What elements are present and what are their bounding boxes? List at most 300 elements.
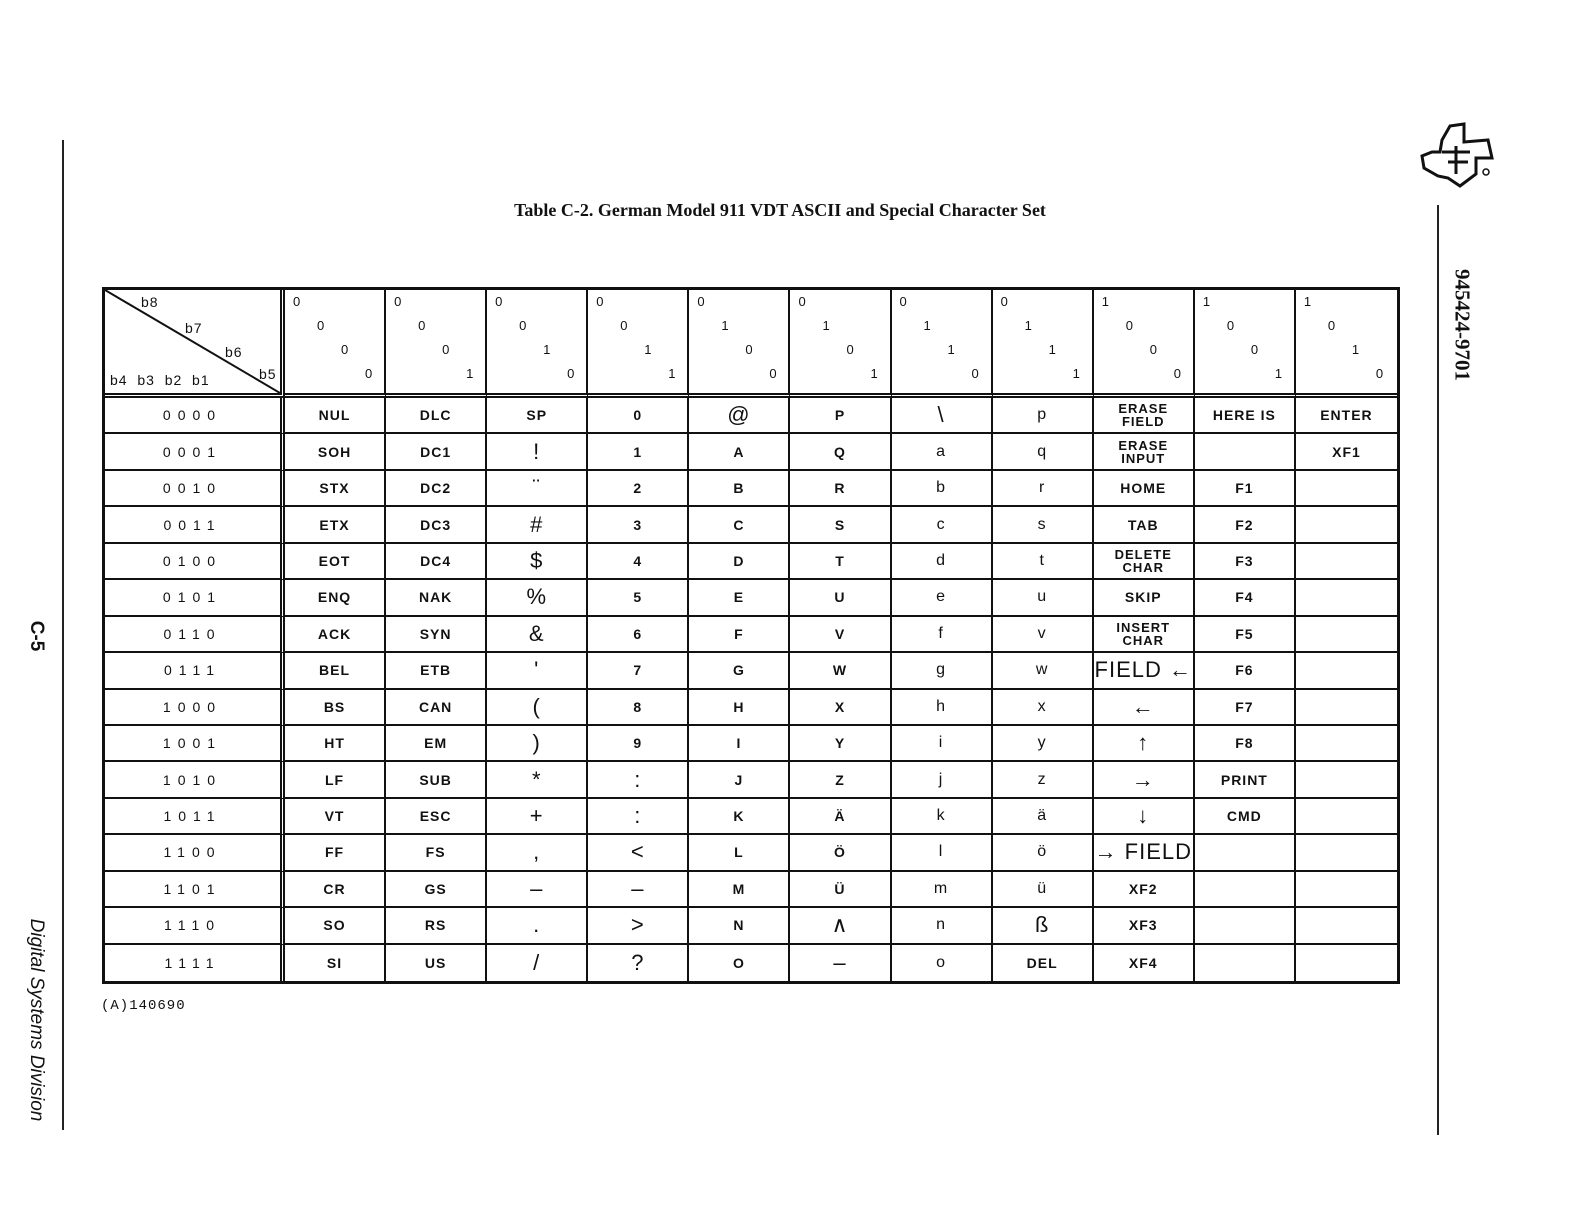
char-cell-text: a: [936, 442, 947, 460]
char-cell: [790, 835, 891, 871]
char-cell-text: Ä: [834, 808, 846, 825]
column-bit-b8: 1: [1202, 294, 1212, 309]
char-cell-text: $: [530, 547, 544, 573]
char-cell: [993, 617, 1094, 653]
column-bit-b7: 1: [923, 318, 932, 333]
column-bit-b5: 1: [1072, 366, 1081, 381]
char-cell-text: ¨: [532, 475, 541, 501]
char-cell-text: DC1: [420, 443, 452, 460]
char-cell: [1094, 908, 1195, 944]
char-cell-text: 7: [633, 662, 643, 679]
column-bit-b5: 0: [365, 366, 374, 381]
char-cell: [285, 690, 386, 726]
row-bits: 0000: [105, 398, 285, 434]
char-cell-text: &: [528, 620, 545, 646]
column-header: [386, 290, 487, 398]
char-cell: [285, 762, 386, 798]
column-bit-b7: 0: [418, 318, 427, 333]
char-cell: [1195, 799, 1296, 835]
char-cell-text: ,: [533, 839, 541, 865]
char-cell: [487, 762, 588, 798]
ti-map-logo-icon: [1418, 122, 1498, 190]
char-cell-text: ): [532, 730, 541, 756]
char-cell-text: w: [1035, 661, 1049, 679]
char-cell: [487, 690, 588, 726]
char-cell: [588, 471, 689, 507]
column-bit-b7: 1: [1024, 318, 1033, 333]
column-bit-b5: 1: [870, 366, 879, 381]
char-cell-text: +: [529, 803, 544, 829]
char-cell: [1296, 799, 1397, 835]
char-cell-text: DEL: [1026, 954, 1058, 971]
char-cell-text: Q: [834, 443, 846, 460]
char-cell: [487, 835, 588, 871]
char-cell: [1296, 726, 1397, 762]
char-cell: [487, 945, 588, 981]
char-cell-text: ACK: [317, 625, 352, 642]
char-cell: [386, 617, 487, 653]
char-cell-text: j: [938, 770, 944, 788]
char-cell-text: C: [733, 516, 745, 533]
char-cell-text: H: [733, 698, 745, 715]
column-header: [1094, 290, 1195, 398]
char-cell: [689, 762, 790, 798]
char-cell-text: @: [727, 402, 751, 428]
char-cell: [790, 762, 891, 798]
column-header: [1296, 290, 1397, 398]
char-cell-text: t: [1039, 551, 1045, 569]
char-cell: [588, 690, 689, 726]
char-cell-text: W: [832, 662, 848, 679]
char-cell-text: F2: [1235, 516, 1254, 533]
char-cell-text: GS: [424, 880, 447, 897]
corner-label-b8: b8: [141, 294, 159, 310]
char-cell: [285, 835, 386, 871]
char-cell: [588, 580, 689, 616]
char-cell: [689, 799, 790, 835]
char-cell-text: 6: [633, 625, 643, 642]
char-cell: [588, 945, 689, 981]
char-cell: [1296, 690, 1397, 726]
column-bit-b6: 0: [341, 342, 350, 357]
char-cell-text: ö: [1037, 843, 1048, 861]
column-bit-b8: 0: [293, 294, 302, 309]
char-cell-text: SOH: [317, 443, 352, 460]
char-cell: [1195, 835, 1296, 871]
char-cell: [1296, 945, 1397, 981]
char-cell: [1195, 872, 1296, 908]
column-header: [285, 290, 386, 398]
character-set-table: [102, 287, 1400, 984]
char-cell-text: d: [936, 551, 947, 569]
char-cell: [892, 398, 993, 434]
column-bit-b6: 1: [644, 342, 653, 357]
char-cell: [1296, 653, 1397, 689]
char-cell-text: ENTER: [1320, 407, 1373, 424]
char-cell-text: ↓: [1137, 803, 1150, 829]
char-cell: [1094, 945, 1195, 981]
char-cell-text: .: [533, 912, 541, 938]
char-cell-text: SP: [526, 407, 548, 424]
char-cell: [790, 434, 891, 470]
char-cell-text: → FIELD: [1094, 839, 1192, 865]
char-cell: [1296, 434, 1397, 470]
char-cell: [790, 507, 891, 543]
row-bits: 0010: [105, 471, 285, 507]
char-cell-text: z: [1037, 770, 1047, 788]
char-cell: [1296, 507, 1397, 543]
row-bits: 1110: [105, 908, 285, 944]
char-cell: [285, 471, 386, 507]
char-cell: [588, 507, 689, 543]
char-cell: [689, 471, 790, 507]
char-cell-text: XF3: [1128, 917, 1158, 934]
char-cell: [689, 544, 790, 580]
char-cell-text: 3: [633, 516, 643, 533]
char-cell: [892, 507, 993, 543]
char-cell: [487, 544, 588, 580]
corner-label-b5: b5: [259, 366, 277, 382]
char-cell-text: TAB: [1127, 516, 1159, 533]
char-cell-text: ä: [1037, 807, 1048, 825]
char-cell: [993, 434, 1094, 470]
char-cell: [1094, 398, 1195, 434]
char-cell: [386, 690, 487, 726]
row-bits: 0001: [105, 434, 285, 470]
char-cell-text: s: [1037, 515, 1047, 533]
column-bit-b6: 0: [745, 342, 754, 357]
column-bit-b5: 1: [668, 366, 677, 381]
row-bits: 1000: [105, 690, 285, 726]
char-cell: [1195, 617, 1296, 653]
char-cell: [487, 580, 588, 616]
char-cell-text: SKIP: [1124, 589, 1162, 606]
column-bit-b7: 1: [822, 318, 831, 333]
char-cell: [892, 799, 993, 835]
char-cell-text: x: [1037, 697, 1047, 715]
column-bit-b5: 0: [567, 366, 576, 381]
char-cell-text: DELETE CHAR: [1114, 546, 1172, 575]
char-cell-text: DC2: [420, 480, 452, 497]
char-cell-text: ?: [631, 949, 645, 975]
char-cell: [487, 653, 588, 689]
char-cell-text: o: [936, 953, 947, 971]
table-title: Table C-2. German Model 911 VDT ASCII and Special Character Set: [514, 200, 1046, 220]
row-bits: 1010: [105, 762, 285, 798]
char-cell-text: :: [634, 766, 642, 792]
char-cell-text: h: [936, 697, 947, 715]
char-cell: [386, 945, 487, 981]
char-cell: [892, 471, 993, 507]
column-bit-b8: 0: [697, 294, 706, 309]
char-cell-text: EOT: [318, 552, 351, 569]
char-cell: [993, 799, 1094, 835]
char-cell: [285, 507, 386, 543]
row-bits: 0110: [105, 617, 285, 653]
char-cell: [1094, 872, 1195, 908]
char-cell: [1296, 398, 1397, 434]
row-bits: 1100: [105, 835, 285, 871]
char-cell: [1195, 398, 1296, 434]
char-cell: [993, 762, 1094, 798]
char-cell: [1094, 580, 1195, 616]
char-cell-text: NUL: [318, 407, 351, 424]
char-cell: [689, 398, 790, 434]
char-cell-text: B: [733, 480, 745, 497]
char-cell-text: BS: [323, 698, 346, 715]
char-cell-text: c: [936, 515, 946, 533]
char-cell-text: PRINT: [1220, 771, 1268, 788]
char-cell-text: DLC: [419, 407, 452, 424]
char-cell: [993, 653, 1094, 689]
char-cell-text: RS: [424, 917, 447, 934]
char-cell-text: #: [530, 511, 544, 537]
char-cell-text: G: [732, 662, 745, 679]
char-cell-text: ←: [1131, 693, 1155, 719]
char-cell: [487, 908, 588, 944]
char-cell: [588, 544, 689, 580]
char-cell-text: m: [933, 879, 949, 897]
char-cell-text: ETX: [319, 516, 350, 533]
char-cell: [993, 908, 1094, 944]
column-bit-b6: 1: [543, 342, 552, 357]
char-cell: [285, 872, 386, 908]
char-cell-text: ': [534, 657, 540, 683]
column-bit-b8: 0: [596, 294, 605, 309]
char-cell-text: SI: [326, 954, 343, 971]
char-cell: [993, 544, 1094, 580]
char-cell: [1195, 434, 1296, 470]
row-bits: 1101: [105, 872, 285, 908]
char-cell: [689, 945, 790, 981]
column-bit-b8: 0: [394, 294, 403, 309]
char-cell: [1296, 908, 1397, 944]
char-cell-text: HT: [324, 735, 345, 752]
char-cell-text: NAK: [418, 589, 453, 606]
char-cell-text: g: [936, 661, 947, 679]
char-cell-text: i: [938, 734, 944, 752]
char-cell-text: CR: [323, 880, 346, 897]
column-header: [790, 290, 891, 398]
char-cell-text: e: [936, 588, 947, 606]
char-cell-text: –: [833, 949, 847, 975]
column-bit-b6: 1: [947, 342, 956, 357]
char-cell: [892, 653, 993, 689]
char-cell: [689, 653, 790, 689]
column-bit-b7: 0: [519, 318, 528, 333]
char-cell: [790, 580, 891, 616]
char-cell: [588, 726, 689, 762]
char-cell-text: XF2: [1128, 880, 1158, 897]
char-cell-text: F8: [1235, 735, 1254, 752]
column-bit-b8: 0: [798, 294, 807, 309]
char-cell-text: F3: [1235, 552, 1254, 569]
column-bit-b7: 1: [721, 318, 730, 333]
column-bit-b6: 0: [846, 342, 855, 357]
char-cell-text: P: [834, 407, 846, 424]
char-cell-text: 9: [633, 735, 643, 752]
char-cell: [386, 471, 487, 507]
char-cell-text: ERASE FIELD: [1118, 401, 1169, 430]
char-cell: [1094, 471, 1195, 507]
char-cell: [1195, 544, 1296, 580]
char-cell: [487, 617, 588, 653]
char-cell-text: J: [734, 771, 744, 788]
char-cell-text: ß: [1034, 912, 1050, 938]
column-bit-b7: 0: [317, 318, 326, 333]
char-cell: [790, 726, 891, 762]
char-cell-text: 1: [633, 443, 643, 460]
char-cell: [588, 762, 689, 798]
char-cell: [1296, 762, 1397, 798]
char-cell-text: n: [936, 916, 947, 934]
char-cell-text: ESC: [419, 808, 452, 825]
char-cell-text: R: [834, 480, 846, 497]
char-cell: [689, 580, 790, 616]
char-cell-text: FIELD ←: [1094, 657, 1192, 683]
left-margin-rule: [62, 140, 64, 1130]
char-cell-text: F7: [1235, 698, 1254, 715]
char-cell-text: LF: [324, 771, 345, 788]
char-cell: [1094, 690, 1195, 726]
char-cell-text: Z: [835, 771, 845, 788]
char-cell: [588, 434, 689, 470]
char-cell-text: 5: [633, 589, 643, 606]
division-name: Digital Systems Division: [26, 918, 47, 1122]
column-bit-b7: 0: [1226, 318, 1236, 333]
char-cell: [285, 544, 386, 580]
char-cell: [892, 580, 993, 616]
char-cell: [386, 580, 487, 616]
char-cell-text: X: [834, 698, 846, 715]
char-cell: [892, 617, 993, 653]
column-bit-b8: 1: [1101, 294, 1110, 309]
page-number: C-5: [26, 620, 47, 652]
char-cell-text: DC4: [420, 552, 452, 569]
char-cell: [285, 653, 386, 689]
char-cell: [790, 544, 891, 580]
char-cell-text: D: [733, 552, 745, 569]
char-cell: [1296, 544, 1397, 580]
char-cell: [487, 507, 588, 543]
char-cell-text: A: [733, 443, 745, 460]
char-cell: [1094, 799, 1195, 835]
row-bits: 0011: [105, 507, 285, 543]
column-header: [588, 290, 689, 398]
char-cell: [892, 835, 993, 871]
column-bit-b5: 1: [1274, 366, 1284, 381]
column-header: [487, 290, 588, 398]
char-cell: [689, 434, 790, 470]
char-cell-text: N: [733, 917, 745, 934]
char-cell-text: F1: [1235, 480, 1254, 497]
char-cell-text: q: [1037, 442, 1048, 460]
column-bit-b7: 0: [1125, 318, 1134, 333]
char-cell-text: INSERT CHAR: [1116, 619, 1171, 648]
row-bits: 1111: [105, 945, 285, 981]
char-cell-text: k: [936, 807, 946, 825]
char-cell: [1296, 872, 1397, 908]
char-cell-text: F5: [1235, 625, 1254, 642]
char-cell: [790, 945, 891, 981]
char-cell-text: O: [732, 954, 745, 971]
column-bit-b8: 0: [495, 294, 504, 309]
right-margin-rule: [1437, 205, 1439, 1135]
row-bits: 0101: [105, 580, 285, 616]
char-cell: [386, 799, 487, 835]
char-cell: [993, 835, 1094, 871]
row-bits: 1001: [105, 726, 285, 762]
char-cell: [993, 945, 1094, 981]
column-bit-b8: 0: [899, 294, 908, 309]
char-cell: [1296, 580, 1397, 616]
char-cell-text: F: [734, 625, 744, 642]
char-cell: [1094, 653, 1195, 689]
char-cell: [1195, 762, 1296, 798]
char-cell-text: *: [531, 766, 542, 792]
char-cell-text: Y: [834, 735, 846, 752]
char-cell: [1094, 726, 1195, 762]
figure-id: (A)140690: [101, 998, 186, 1014]
corner-label-b7: b7: [185, 320, 203, 336]
char-cell-text: V: [834, 625, 846, 642]
char-cell: [689, 872, 790, 908]
char-cell: [790, 908, 891, 944]
char-cell-text: (: [532, 693, 541, 719]
column-header: [689, 290, 790, 398]
char-cell: [1296, 617, 1397, 653]
char-cell: [1195, 726, 1296, 762]
char-cell: [386, 872, 487, 908]
char-cell: [689, 726, 790, 762]
char-cell: [892, 945, 993, 981]
char-cell-text: DC3: [420, 516, 452, 533]
char-cell-text: 0: [633, 407, 643, 424]
row-bits: 0111: [105, 653, 285, 689]
char-cell: [386, 835, 487, 871]
char-cell: [892, 762, 993, 798]
char-cell-text: /: [533, 949, 541, 975]
char-cell-text: T: [835, 552, 845, 569]
char-cell-text: HERE IS: [1212, 407, 1276, 424]
column-bit-b5: 0: [769, 366, 778, 381]
corner-label-b6: b6: [225, 344, 243, 360]
document-number: 945424-9701: [1450, 269, 1475, 381]
char-cell: [1094, 617, 1195, 653]
char-cell: [386, 434, 487, 470]
char-cell: [790, 690, 891, 726]
char-cell: [1195, 690, 1296, 726]
char-cell-text: ↑: [1137, 730, 1150, 756]
char-cell-text: M: [732, 880, 746, 897]
char-cell: [689, 507, 790, 543]
char-cell: [1094, 507, 1195, 543]
char-cell: [1094, 835, 1195, 871]
char-cell: [285, 580, 386, 616]
column-header: [1195, 290, 1296, 398]
char-cell: [487, 434, 588, 470]
char-cell: [790, 872, 891, 908]
char-cell-text: p: [1037, 406, 1048, 424]
char-cell-text: !: [533, 438, 541, 464]
char-cell-text: K: [733, 808, 745, 825]
char-cell-text: 8: [633, 698, 643, 715]
char-cell: [1195, 471, 1296, 507]
char-cell: [285, 726, 386, 762]
char-cell: [487, 799, 588, 835]
char-cell-text: VT: [324, 808, 345, 825]
column-bit-b6: 0: [1250, 342, 1260, 357]
